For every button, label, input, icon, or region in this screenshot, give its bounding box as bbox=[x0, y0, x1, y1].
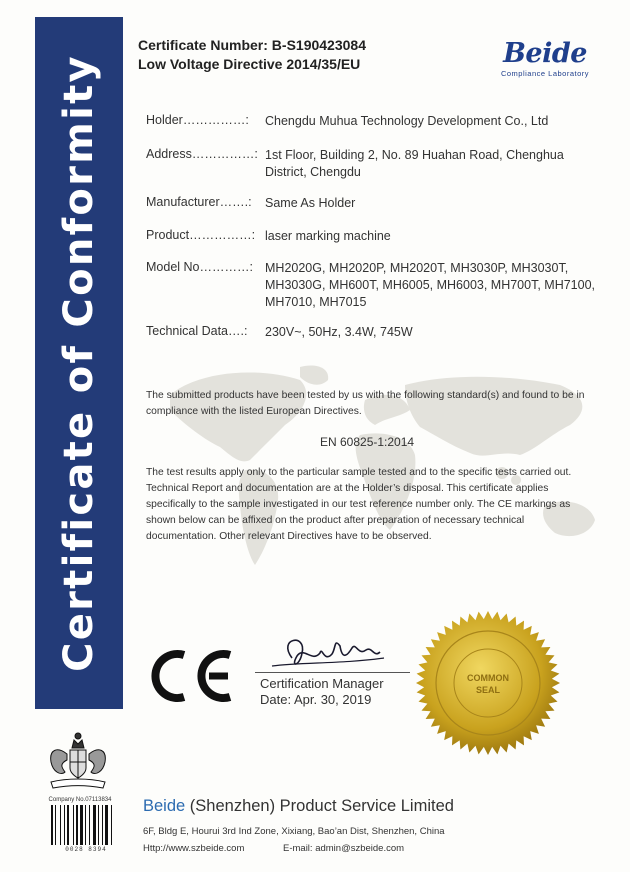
barcode-number: 0028 8394 bbox=[65, 846, 107, 853]
certificate-title: Certificate of Conformity bbox=[56, 54, 102, 672]
signatory-date: Date: Apr. 30, 2019 bbox=[260, 692, 372, 707]
address-label: Address……………: bbox=[146, 147, 258, 161]
svg-text:SEAL: SEAL bbox=[475, 685, 501, 695]
disclaimer: The test results apply only to the particular sample tested and to the specific tests carried out. Technical Report and documentation are at the Holder’s disposal. This certificate applies specifically to the sample investigated in our test reference number only. The CE markings as shown below can be affixed on the product after preparation of necessary technical documentation. Other relevant Directives have to be observed. bbox=[146, 467, 572, 542]
footer-company-name bbox=[143, 797, 454, 816]
signature-line bbox=[255, 672, 410, 673]
holder-label: Holder……………: bbox=[146, 113, 249, 127]
signatory-role: Certification Manager bbox=[260, 676, 384, 691]
certificate-number: Certificate Number: B-S190423084 bbox=[138, 37, 366, 53]
footer-website[interactable]: Http://www.szbeide.com bbox=[143, 843, 245, 854]
directive: Low Voltage Directive 2014/35/EU bbox=[138, 56, 361, 72]
manufacturer-value: Same As Holder bbox=[265, 196, 356, 210]
svg-text:COMMON: COMMON bbox=[467, 673, 509, 683]
barcode-bar bbox=[55, 805, 56, 845]
technical-data-label: Technical Data….: bbox=[146, 324, 248, 338]
barcode-bar bbox=[102, 805, 103, 845]
holder-value: Chengdu Muhua Technology Development Co., Ltd bbox=[265, 114, 549, 128]
barcode bbox=[50, 805, 122, 845]
model-no-label: Model No…………: bbox=[146, 260, 253, 274]
gold-seal bbox=[415, 610, 561, 756]
signature bbox=[262, 628, 392, 674]
footer-address: 6F, Bldg E, Hourui 3rd Ind Zone, Xixiang, Bao’an Dist, Shenzhen, China bbox=[143, 826, 445, 837]
technical-data-value: 230V~, 50Hz, 3.4W, 745W bbox=[265, 325, 413, 339]
logo-name: Beide bbox=[503, 38, 587, 69]
sidebar-band bbox=[35, 17, 123, 709]
barcode-bar bbox=[73, 805, 74, 845]
ce-mark bbox=[150, 645, 240, 707]
company-number: Company No.07113834 bbox=[48, 797, 112, 803]
address-value: 1st Floor, Building 2, No. 89 Huahan Road, Chenghua District, Chengdu bbox=[265, 148, 564, 179]
barcode-bar bbox=[76, 805, 78, 845]
model-no-value: MH2020G, MH2020P, MH2020T, MH3030P, MH3030T, MH3030G, MH600T, MH6005, MH6003, MH700T, MH7100, MH7010, MH7015 bbox=[265, 261, 596, 309]
barcode-bar bbox=[85, 805, 86, 845]
barcode-bar bbox=[67, 805, 69, 845]
compliance-statement: The submitted products have been tested by us with the following standard(s) and found to be in compliance with the listed European Directives. bbox=[146, 390, 585, 417]
barcode-bar bbox=[64, 805, 65, 845]
footer-name-rest: (Shenzhen) Product Service Limited bbox=[185, 797, 454, 815]
barcode-bar bbox=[51, 805, 53, 845]
standard: EN 60825-1:2014 bbox=[320, 435, 415, 449]
barcode-bar bbox=[60, 805, 61, 845]
barcode-bar bbox=[89, 805, 90, 845]
product-label: Product……………: bbox=[146, 228, 256, 242]
footer-brand: Beide bbox=[143, 797, 186, 815]
logo-tagline: Compliance Laboratory bbox=[500, 69, 590, 78]
product-value: laser marking machine bbox=[265, 229, 391, 243]
barcode-bar bbox=[98, 805, 99, 845]
barcode-bar bbox=[105, 805, 108, 845]
beide-logo bbox=[490, 40, 600, 78]
barcode-bar bbox=[80, 805, 83, 845]
footer-email[interactable]: E-mail: admin@szbeide.com bbox=[283, 843, 405, 854]
barcode-bar bbox=[111, 805, 112, 845]
barcode-bar bbox=[93, 805, 96, 845]
royal-crest bbox=[37, 728, 119, 794]
manufacturer-label: Manufacturer…….: bbox=[146, 195, 252, 209]
